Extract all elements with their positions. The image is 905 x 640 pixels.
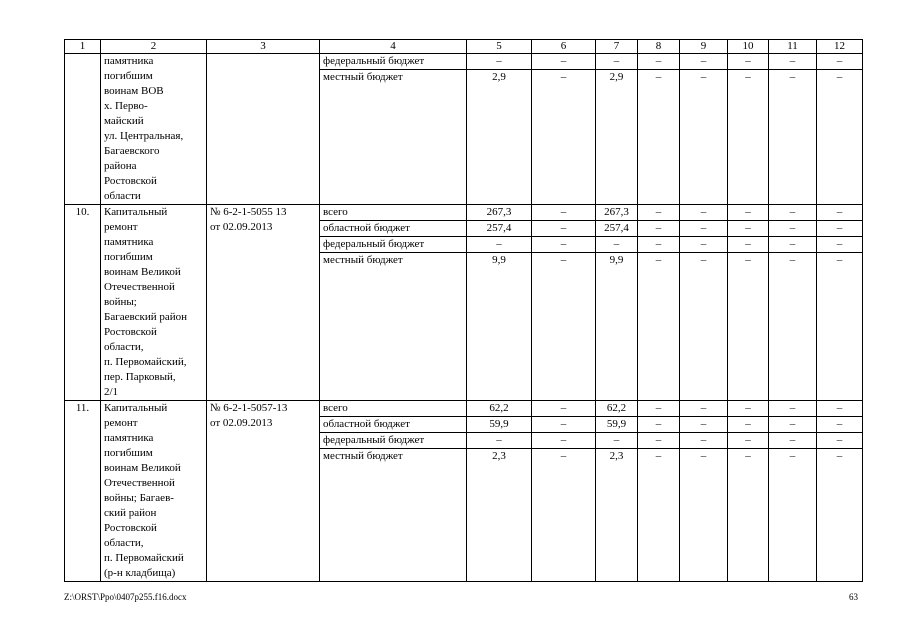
table-row bbox=[65, 205, 863, 221]
value-cell-col-7: 257,4 bbox=[596, 221, 638, 237]
budget-table bbox=[64, 39, 863, 582]
value-cell-col-10: – bbox=[728, 417, 769, 433]
column-header-8: 8 bbox=[638, 40, 680, 54]
value-cell-col-6: – bbox=[532, 70, 596, 205]
value-cell-col-11: – bbox=[769, 253, 817, 401]
item-number bbox=[65, 54, 101, 205]
value-cell-col-8: – bbox=[638, 433, 680, 449]
value-cell-col-5: 62,2 bbox=[467, 401, 532, 417]
value-cell-col-9: – bbox=[680, 417, 728, 433]
value-cell-col-9: – bbox=[680, 253, 728, 401]
item-number: 11. bbox=[65, 401, 101, 582]
value-cell-col-11: – bbox=[769, 70, 817, 205]
funding-source: областной бюджет bbox=[320, 221, 467, 237]
value-cell-col-12: – bbox=[817, 401, 863, 417]
value-cell-col-5: 2,3 bbox=[467, 449, 532, 582]
value-cell-col-10: – bbox=[728, 70, 769, 205]
value-cell-col-10: – bbox=[728, 253, 769, 401]
value-cell-col-9: – bbox=[680, 433, 728, 449]
value-cell-col-11: – bbox=[769, 433, 817, 449]
value-cell-col-11: – bbox=[769, 221, 817, 237]
value-cell-col-7: 2,3 bbox=[596, 449, 638, 582]
value-cell-col-12: – bbox=[817, 417, 863, 433]
value-cell-col-8: – bbox=[638, 449, 680, 582]
value-cell-col-6: – bbox=[532, 253, 596, 401]
table-row bbox=[65, 54, 863, 70]
funding-source: местный бюджет bbox=[320, 449, 467, 582]
item-name: Капитальный ремонт памятника погибшим воинам Великой Отечественной войны; Багаевский район Ростовской области, п. Первомайский, пер. Парковый, 2/1 bbox=[101, 205, 207, 401]
value-cell-col-7: 2,9 bbox=[596, 70, 638, 205]
value-cell-col-7: – bbox=[596, 433, 638, 449]
table-body bbox=[65, 54, 863, 582]
column-header-1: 1 bbox=[65, 40, 101, 54]
value-cell-col-6: – bbox=[532, 401, 596, 417]
item-name: памятника погибшим воинам ВОВ х. Перво- майский ул. Центральная, Багаевского района Ростовской области bbox=[101, 54, 207, 205]
value-cell-col-11: – bbox=[769, 401, 817, 417]
value-cell-col-5: 2,9 bbox=[467, 70, 532, 205]
column-header-10: 10 bbox=[728, 40, 769, 54]
value-cell-col-8: – bbox=[638, 417, 680, 433]
value-cell-col-7: 59,9 bbox=[596, 417, 638, 433]
value-cell-col-6: – bbox=[532, 205, 596, 221]
value-cell-col-10: – bbox=[728, 433, 769, 449]
value-cell-col-11: – bbox=[769, 417, 817, 433]
column-header-3: 3 bbox=[207, 40, 320, 54]
value-cell-col-5: – bbox=[467, 237, 532, 253]
value-cell-col-8: – bbox=[638, 54, 680, 70]
value-cell-col-6: – bbox=[532, 221, 596, 237]
value-cell-col-6: – bbox=[532, 433, 596, 449]
funding-source: федеральный бюджет bbox=[320, 433, 467, 449]
value-cell-col-8: – bbox=[638, 205, 680, 221]
column-header-12: 12 bbox=[817, 40, 863, 54]
value-cell-col-8: – bbox=[638, 401, 680, 417]
value-cell-col-12: – bbox=[817, 205, 863, 221]
value-cell-col-5: 9,9 bbox=[467, 253, 532, 401]
funding-source: федеральный бюджет bbox=[320, 54, 467, 70]
column-number-header bbox=[65, 40, 863, 54]
column-header-9: 9 bbox=[680, 40, 728, 54]
value-cell-col-9: – bbox=[680, 449, 728, 582]
value-cell-col-12: – bbox=[817, 221, 863, 237]
value-cell-col-6: – bbox=[532, 417, 596, 433]
value-cell-col-12: – bbox=[817, 237, 863, 253]
funding-source: всего bbox=[320, 401, 467, 417]
value-cell-col-9: – bbox=[680, 237, 728, 253]
value-cell-col-6: – bbox=[532, 54, 596, 70]
funding-source: областной бюджет bbox=[320, 417, 467, 433]
value-cell-col-5: 257,4 bbox=[467, 221, 532, 237]
value-cell-col-11: – bbox=[769, 54, 817, 70]
page-number: 63 bbox=[849, 592, 858, 602]
value-cell-col-9: – bbox=[680, 54, 728, 70]
value-cell-col-7: 62,2 bbox=[596, 401, 638, 417]
value-cell-col-8: – bbox=[638, 253, 680, 401]
value-cell-col-9: – bbox=[680, 221, 728, 237]
file-path-footer: Z:\ORST\Ppo\0407p255.f16.docx bbox=[64, 592, 187, 602]
column-header-6: 6 bbox=[532, 40, 596, 54]
item-document bbox=[207, 54, 320, 205]
value-cell-col-11: – bbox=[769, 237, 817, 253]
funding-source: федеральный бюджет bbox=[320, 237, 467, 253]
value-cell-col-10: – bbox=[728, 401, 769, 417]
value-cell-col-9: – bbox=[680, 70, 728, 205]
value-cell-col-10: – bbox=[728, 205, 769, 221]
value-cell-col-10: – bbox=[728, 237, 769, 253]
value-cell-col-8: – bbox=[638, 237, 680, 253]
value-cell-col-12: – bbox=[817, 433, 863, 449]
item-number: 10. bbox=[65, 205, 101, 401]
value-cell-col-6: – bbox=[532, 237, 596, 253]
funding-source: местный бюджет bbox=[320, 253, 467, 401]
value-cell-col-5: 267,3 bbox=[467, 205, 532, 221]
value-cell-col-10: – bbox=[728, 449, 769, 582]
value-cell-col-7: – bbox=[596, 237, 638, 253]
value-cell-col-7: 9,9 bbox=[596, 253, 638, 401]
value-cell-col-10: – bbox=[728, 54, 769, 70]
column-header-11: 11 bbox=[769, 40, 817, 54]
column-header-4: 4 bbox=[320, 40, 467, 54]
value-cell-col-5: 59,9 bbox=[467, 417, 532, 433]
column-header-7: 7 bbox=[596, 40, 638, 54]
item-document: № 6-2-1-5057-13 от 02.09.2013 bbox=[207, 401, 320, 582]
value-cell-col-11: – bbox=[769, 205, 817, 221]
value-cell-col-12: – bbox=[817, 449, 863, 582]
column-header-5: 5 bbox=[467, 40, 532, 54]
value-cell-col-10: – bbox=[728, 221, 769, 237]
value-cell-col-5: – bbox=[467, 433, 532, 449]
table-row bbox=[65, 401, 863, 417]
value-cell-col-7: – bbox=[596, 54, 638, 70]
value-cell-col-12: – bbox=[817, 70, 863, 205]
column-header-2: 2 bbox=[101, 40, 207, 54]
funding-source: всего bbox=[320, 205, 467, 221]
value-cell-col-8: – bbox=[638, 70, 680, 205]
value-cell-col-9: – bbox=[680, 401, 728, 417]
item-document: № 6-2-1-5055 13 от 02.09.2013 bbox=[207, 205, 320, 401]
value-cell-col-6: – bbox=[532, 449, 596, 582]
value-cell-col-7: 267,3 bbox=[596, 205, 638, 221]
value-cell-col-9: – bbox=[680, 205, 728, 221]
value-cell-col-8: – bbox=[638, 221, 680, 237]
value-cell-col-5: – bbox=[467, 54, 532, 70]
value-cell-col-11: – bbox=[769, 449, 817, 582]
value-cell-col-12: – bbox=[817, 253, 863, 401]
value-cell-col-12: – bbox=[817, 54, 863, 70]
funding-source: местный бюджет bbox=[320, 70, 467, 205]
item-name: Капитальный ремонт памятника погибшим воинам Великой Отечественной войны; Багаев- ский район Ростовской области, п. Первомайский (р-н кладбища) bbox=[101, 401, 207, 582]
